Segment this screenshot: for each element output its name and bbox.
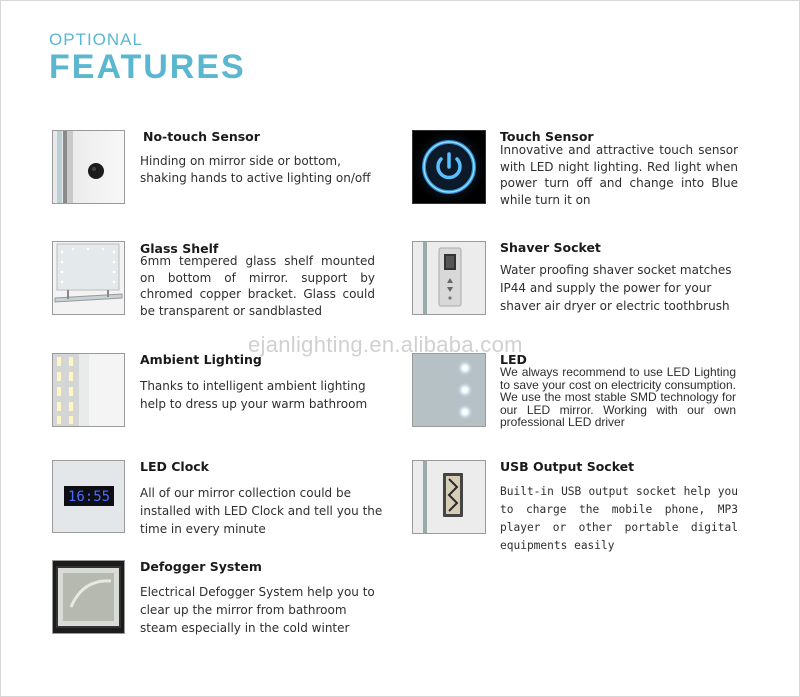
feature-description: Built-in USB output socket help you to charge the mobile phone, MP3 player or other portable digital equipments easily — [500, 485, 738, 552]
section-subtitle: OPTIONAL — [49, 30, 143, 49]
led-clock-icon — [52, 460, 125, 533]
feature-description: Thanks to intelligent ambient lighting help to dress up your warm bathroom — [140, 379, 368, 411]
feature-description: Water proofing shaver socket matches IP44 and supply the power for your shaver air dryer or electric toothbrush — [500, 263, 732, 313]
feature-title: Glass Shelf — [140, 241, 219, 256]
section-title: FEATURES — [49, 48, 246, 86]
feature-description: All of our mirror collection could be installed with LED Clock and tell you the time in every minute — [140, 486, 383, 536]
feature-description: Electrical Defogger System help you to clear up the mirror from bathroom steam especially in the cold winter — [140, 585, 375, 635]
shaver-socket-icon — [412, 241, 486, 315]
feature-title: Ambient Lighting — [140, 352, 262, 367]
feature-title: LED — [500, 352, 527, 367]
feature-description: We always recommend to use LED Lighting to save your cost on electricity consumption. We use the most stable SMD technology for our LED mirror. Working with our own professional LED driver — [500, 365, 736, 429]
glass-shelf-icon — [52, 241, 125, 315]
feature-description: Hinding on mirror side or bottom, shaking hands to active lighting on/off — [140, 154, 371, 185]
power-touch-icon — [412, 130, 486, 204]
feature-description: 6mm tempered glass shelf mounted on bottom of mirror. support by chromed copper bracket. Glass could be transparent or sandblasted — [140, 254, 375, 318]
led-bulb-icon — [412, 353, 486, 427]
feature-title: USB Output Socket — [500, 459, 635, 474]
feature-title: Shaver Socket — [500, 240, 601, 255]
ambient-light-icon — [52, 353, 125, 427]
feature-title: No-touch Sensor — [143, 129, 260, 144]
feature-title: Touch Sensor — [500, 129, 594, 144]
usb-socket-icon — [412, 460, 486, 534]
defogger-icon — [52, 560, 125, 634]
clock-time: 16:55 — [67, 489, 111, 505]
feature-description: Innovative and attractive touch sensor with LED night lighting. Red light when power turn off and change into Blue while turn it on — [500, 143, 738, 207]
feature-title: LED Clock — [140, 459, 210, 474]
feature-title: Defogger System — [140, 559, 262, 574]
motion-sensor-icon — [52, 130, 125, 204]
watermark: ejanlighting.en.alibaba.com — [248, 332, 523, 357]
